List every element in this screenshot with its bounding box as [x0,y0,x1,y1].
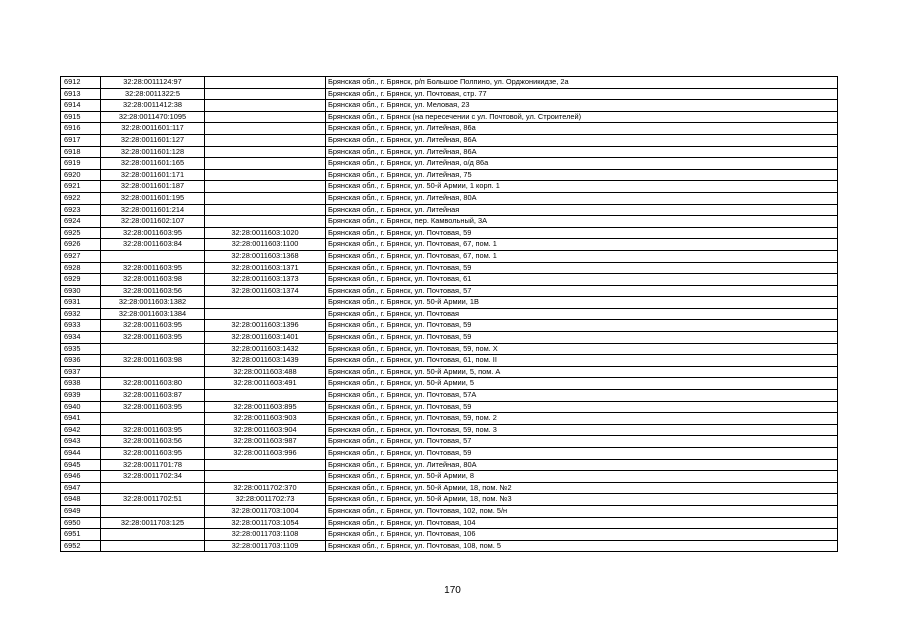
object-cadastral-number-cell [205,390,326,402]
parent-cadastral-number-cell: 32:28:0011603:84 [101,239,205,251]
address-cell: Брянская обл., г. Брянск, ул. Литейная, о/д 86а [326,158,838,170]
table-row [61,343,838,355]
table-row [61,529,838,541]
table-row [61,169,838,181]
object-cadastral-number-cell [205,192,326,204]
address-cell: Брянская обл., г. Брянск, ул. Почтовая, 59 [326,262,838,274]
parent-cadastral-number-cell: 32:28:0011603:80 [101,378,205,390]
table-row [61,274,838,286]
address-cell: Брянская обл., г. Брянск, ул. Почтовая, 57 [326,285,838,297]
parent-cadastral-number-cell: 32:28:0011601:171 [101,169,205,181]
address-cell: Брянская обл., г. Брянск, ул. 50-й Армии, 18, пом. №2 [326,482,838,494]
address-cell: Брянская обл., г. Брянск, ул. Почтовая, 59 [326,320,838,332]
table-row [61,204,838,216]
object-cadastral-number-cell: 32:28:0011603:895 [205,401,326,413]
parent-cadastral-number-cell: 32:28:0011702:34 [101,471,205,483]
parent-cadastral-number-cell: 32:28:0011124:97 [101,77,205,89]
object-cadastral-number-cell: 32:28:0011702:73 [205,494,326,506]
table-row [61,262,838,274]
table-row [61,123,838,135]
row-number-cell: 6936 [61,355,101,367]
parent-cadastral-number-cell: 32:28:0011603:1384 [101,308,205,320]
parent-cadastral-number-cell: 32:28:0011603:95 [101,401,205,413]
page-number: 170 [444,585,461,596]
row-number-cell: 6923 [61,204,101,216]
row-number-cell: 6915 [61,111,101,123]
address-cell: Брянская обл., г. Брянск, ул. Литейная, 86а [326,123,838,135]
object-cadastral-number-cell [205,146,326,158]
row-number-cell: 6947 [61,482,101,494]
parent-cadastral-number-cell: 32:28:0011603:1382 [101,297,205,309]
row-number-cell: 6919 [61,158,101,170]
object-cadastral-number-cell: 32:28:0011603:1373 [205,274,326,286]
object-cadastral-number-cell: 32:28:0011603:996 [205,448,326,460]
parent-cadastral-number-cell: 32:28:0011322:5 [101,88,205,100]
row-number-cell: 6948 [61,494,101,506]
address-cell: Брянская обл., г. Брянск, ул. Почтовая, 57А [326,390,838,402]
address-cell: Брянская обл., г. Брянск, ул. 50-й Армии, 5, пом. А [326,366,838,378]
object-cadastral-number-cell: 32:28:0011703:1108 [205,529,326,541]
object-cadastral-number-cell: 32:28:0011603:987 [205,436,326,448]
address-cell: Брянская обл., г. Брянск, ул. 50-й Армии, 18, пом. №3 [326,494,838,506]
parent-cadastral-number-cell: 32:28:0011703:125 [101,517,205,529]
object-cadastral-number-cell [205,100,326,112]
row-number-cell: 6930 [61,285,101,297]
object-cadastral-number-cell: 32:28:0011603:488 [205,366,326,378]
row-number-cell: 6916 [61,123,101,135]
object-cadastral-number-cell: 32:28:0011603:904 [205,424,326,436]
table-row [61,146,838,158]
row-number-cell: 6937 [61,366,101,378]
address-cell: Брянская обл., г. Брянск, ул. Почтовая, 59, пом. X [326,343,838,355]
table-row [61,227,838,239]
parent-cadastral-number-cell: 32:28:0011603:95 [101,262,205,274]
address-cell: Брянская обл., г. Брянск, ул. 50-й Армии, 5 [326,378,838,390]
parent-cadastral-number-cell [101,482,205,494]
object-cadastral-number-cell: 32:28:0011603:903 [205,413,326,425]
row-number-cell: 6921 [61,181,101,193]
parent-cadastral-number-cell [101,505,205,517]
address-cell: Брянская обл., г. Брянск, ул. Почтовая, 59, пом. 2 [326,413,838,425]
row-number-cell: 6950 [61,517,101,529]
address-cell: Брянская обл., г. Брянск, ул. Почтовая, 61 [326,274,838,286]
parent-cadastral-number-cell: 32:28:0011603:98 [101,274,205,286]
object-cadastral-number-cell: 32:28:0011603:1368 [205,250,326,262]
row-number-cell: 6952 [61,540,101,552]
parent-cadastral-number-cell: 32:28:0011701:78 [101,459,205,471]
row-number-cell: 6920 [61,169,101,181]
cadastral-table-body [61,77,838,552]
row-number-cell: 6927 [61,250,101,262]
parent-cadastral-number-cell: 32:28:0011602:107 [101,216,205,228]
table-row [61,401,838,413]
table-row [61,181,838,193]
table-row [61,77,838,89]
row-number-cell: 6941 [61,413,101,425]
table-row [61,320,838,332]
address-cell: Брянская обл., г. Брянск, ул. Почтовая, 108, пом. 5 [326,540,838,552]
row-number-cell: 6932 [61,308,101,320]
address-cell: Брянская обл., г. Брянск, ул. Почтовая, 59 [326,401,838,413]
object-cadastral-number-cell: 32:28:0011603:1432 [205,343,326,355]
row-number-cell: 6946 [61,471,101,483]
address-cell: Брянская обл., г. Брянск, ул. Литейная [326,204,838,216]
address-cell: Брянская обл., г. Брянск, ул. Почтовая, 61, пом. II [326,355,838,367]
row-number-cell: 6944 [61,448,101,460]
object-cadastral-number-cell [205,134,326,146]
object-cadastral-number-cell [205,216,326,228]
row-number-cell: 6913 [61,88,101,100]
address-cell: Брянская обл., г. Брянск, ул. Почтовая [326,308,838,320]
address-cell: Брянская обл., г. Брянск, ул. Литейная, 75 [326,169,838,181]
address-cell: Брянская обл., г. Брянск, ул. Почтовая, стр. 77 [326,88,838,100]
table-row [61,134,838,146]
address-cell: Брянская обл., г. Брянск (на пересечении с ул. Почтовой, ул. Строителей) [326,111,838,123]
table-row [61,413,838,425]
object-cadastral-number-cell: 32:28:0011603:1100 [205,239,326,251]
table-row [61,540,838,552]
object-cadastral-number-cell: 32:28:0011702:370 [205,482,326,494]
address-cell: Брянская обл., г. Брянск, пер. Камвольный, 3А [326,216,838,228]
table-row [61,297,838,309]
address-cell: Брянская обл., г. Брянск, ул. 50-й Армии, 1В [326,297,838,309]
parent-cadastral-number-cell: 32:28:0011601:214 [101,204,205,216]
object-cadastral-number-cell: 32:28:0011603:1020 [205,227,326,239]
parent-cadastral-number-cell: 32:28:0011603:95 [101,227,205,239]
object-cadastral-number-cell: 32:28:0011603:1396 [205,320,326,332]
parent-cadastral-number-cell [101,366,205,378]
row-number-cell: 6951 [61,529,101,541]
address-cell: Брянская обл., г. Брянск, ул. Почтовая, 59 [326,227,838,239]
row-number-cell: 6949 [61,505,101,517]
row-number-cell: 6931 [61,297,101,309]
row-number-cell: 6917 [61,134,101,146]
object-cadastral-number-cell [205,169,326,181]
row-number-cell: 6940 [61,401,101,413]
parent-cadastral-number-cell: 32:28:0011601:128 [101,146,205,158]
table-row [61,471,838,483]
address-cell: Брянская обл., г. Брянск, ул. Почтовая, 67, пом. 1 [326,239,838,251]
parent-cadastral-number-cell: 32:28:0011603:56 [101,436,205,448]
object-cadastral-number-cell [205,204,326,216]
row-number-cell: 6943 [61,436,101,448]
table-row [61,505,838,517]
row-number-cell: 6933 [61,320,101,332]
row-number-cell: 6914 [61,100,101,112]
object-cadastral-number-cell: 32:28:0011603:1439 [205,355,326,367]
address-cell: Брянская обл., г. Брянск, ул. 50-й Армии, 8 [326,471,838,483]
table-row [61,390,838,402]
cadastral-table [60,76,838,552]
row-number-cell: 6912 [61,77,101,89]
row-number-cell: 6938 [61,378,101,390]
object-cadastral-number-cell: 32:28:0011603:1374 [205,285,326,297]
object-cadastral-number-cell: 32:28:0011703:1054 [205,517,326,529]
object-cadastral-number-cell [205,158,326,170]
parent-cadastral-number-cell: 32:28:0011601:127 [101,134,205,146]
table-row [61,100,838,112]
address-cell: Брянская обл., г. Брянск, ул. Литейная, 86А [326,134,838,146]
address-cell: Брянская обл., г. Брянск, ул. Почтовая, 102, пом. 5/н [326,505,838,517]
parent-cadastral-number-cell: 32:28:0011412:38 [101,100,205,112]
table-row [61,285,838,297]
parent-cadastral-number-cell [101,540,205,552]
address-cell: Брянская обл., г. Брянск, ул. Почтовая, 59 [326,332,838,344]
row-number-cell: 6928 [61,262,101,274]
row-number-cell: 6929 [61,274,101,286]
table-row [61,448,838,460]
parent-cadastral-number-cell: 32:28:0011603:95 [101,424,205,436]
row-number-cell: 6945 [61,459,101,471]
parent-cadastral-number-cell: 32:28:0011601:165 [101,158,205,170]
address-cell: Брянская обл., г. Брянск, ул. 50-й Армии, 1 корп. 1 [326,181,838,193]
row-number-cell: 6925 [61,227,101,239]
table-row [61,88,838,100]
parent-cadastral-number-cell: 32:28:0011601:117 [101,123,205,135]
parent-cadastral-number-cell: 32:28:0011601:195 [101,192,205,204]
object-cadastral-number-cell: 32:28:0011703:1109 [205,540,326,552]
address-cell: Брянская обл., г. Брянск, ул. Почтовая, 59, пом. 3 [326,424,838,436]
parent-cadastral-number-cell: 32:28:0011601:187 [101,181,205,193]
table-row [61,250,838,262]
row-number-cell: 6924 [61,216,101,228]
row-number-cell: 6935 [61,343,101,355]
object-cadastral-number-cell [205,459,326,471]
table-row [61,378,838,390]
table-row [61,239,838,251]
address-cell: Брянская обл., г. Брянск, ул. Литейная, 86А [326,146,838,158]
row-number-cell: 6939 [61,390,101,402]
table-row [61,366,838,378]
object-cadastral-number-cell: 32:28:0011703:1004 [205,505,326,517]
object-cadastral-number-cell [205,88,326,100]
table-row [61,494,838,506]
object-cadastral-number-cell [205,77,326,89]
table-row [61,192,838,204]
parent-cadastral-number-cell: 32:28:0011603:87 [101,390,205,402]
object-cadastral-number-cell [205,297,326,309]
address-cell: Брянская обл., г. Брянск, ул. Литейная, 80А [326,192,838,204]
parent-cadastral-number-cell: 32:28:0011470:1095 [101,111,205,123]
row-number-cell: 6918 [61,146,101,158]
parent-cadastral-number-cell [101,529,205,541]
parent-cadastral-number-cell: 32:28:0011603:56 [101,285,205,297]
object-cadastral-number-cell [205,471,326,483]
parent-cadastral-number-cell: 32:28:0011603:95 [101,448,205,460]
address-cell: Брянская обл., г. Брянск, ул. Почтовая, 104 [326,517,838,529]
address-cell: Брянская обл., г. Брянск, ул. Меловая, 23 [326,100,838,112]
table-row [61,216,838,228]
object-cadastral-number-cell [205,181,326,193]
parent-cadastral-number-cell [101,413,205,425]
address-cell: Брянская обл., г. Брянск, р/п Большое Полпино, ул. Орджоникидзе, 2а [326,77,838,89]
object-cadastral-number-cell [205,123,326,135]
table-row [61,459,838,471]
parent-cadastral-number-cell: 32:28:0011603:98 [101,355,205,367]
table-row [61,332,838,344]
parent-cadastral-number-cell: 32:28:0011702:51 [101,494,205,506]
row-number-cell: 6942 [61,424,101,436]
table-row [61,111,838,123]
row-number-cell: 6922 [61,192,101,204]
table-row [61,424,838,436]
address-cell: Брянская обл., г. Брянск, ул. Почтовая, 57 [326,436,838,448]
row-number-cell: 6926 [61,239,101,251]
object-cadastral-number-cell: 32:28:0011603:491 [205,378,326,390]
table-row [61,308,838,320]
address-cell: Брянская обл., г. Брянск, ул. Почтовая, 106 [326,529,838,541]
row-number-cell: 6934 [61,332,101,344]
table-row [61,517,838,529]
parent-cadastral-number-cell: 32:28:0011603:95 [101,320,205,332]
table-row [61,436,838,448]
address-cell: Брянская обл., г. Брянск, ул. Почтовая, 59 [326,448,838,460]
object-cadastral-number-cell [205,111,326,123]
address-cell: Брянская обл., г. Брянск, ул. Литейная, 80А [326,459,838,471]
parent-cadastral-number-cell [101,343,205,355]
parent-cadastral-number-cell: 32:28:0011603:95 [101,332,205,344]
object-cadastral-number-cell: 32:28:0011603:1401 [205,332,326,344]
object-cadastral-number-cell: 32:28:0011603:1371 [205,262,326,274]
address-cell: Брянская обл., г. Брянск, ул. Почтовая, 67, пом. 1 [326,250,838,262]
table-row [61,355,838,367]
parent-cadastral-number-cell [101,250,205,262]
object-cadastral-number-cell [205,308,326,320]
table-row [61,158,838,170]
table-row [61,482,838,494]
